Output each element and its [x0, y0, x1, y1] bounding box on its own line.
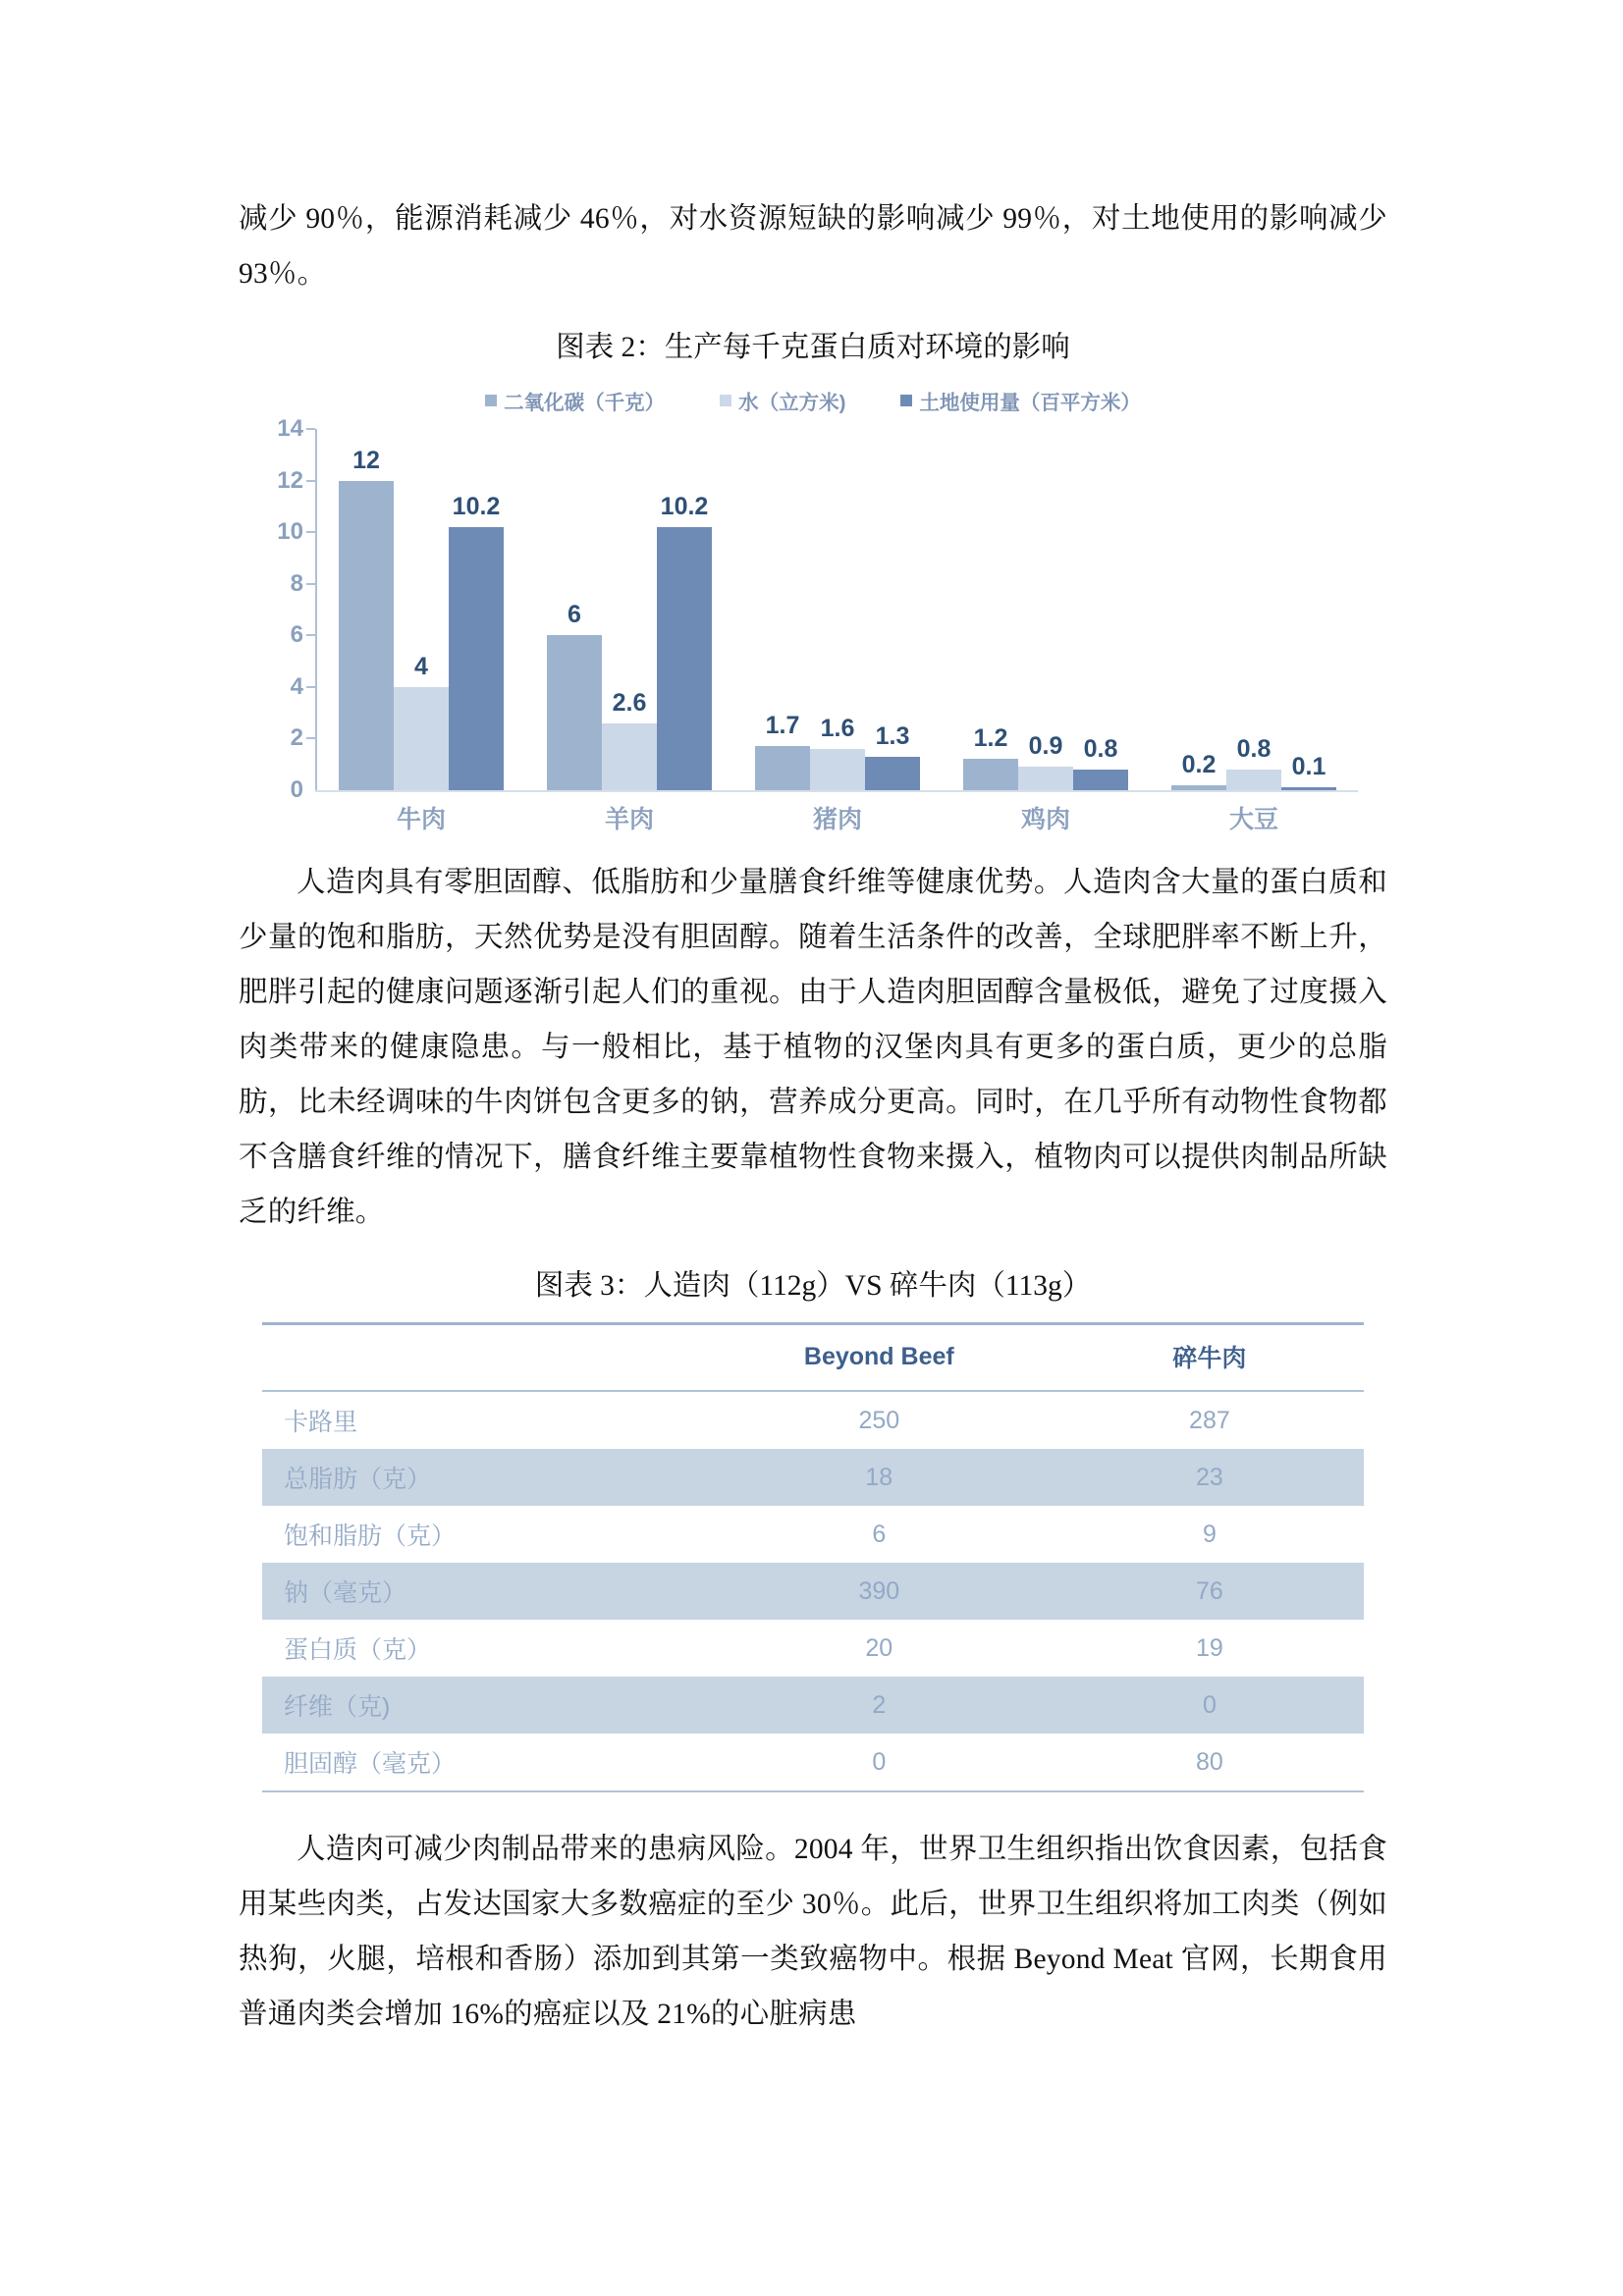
table-cell: 23 — [1196, 1463, 1223, 1491]
bar — [755, 746, 810, 790]
y-tick-label: 2 — [290, 724, 303, 752]
legend-swatch-water — [720, 395, 731, 406]
table-cell: 80 — [1196, 1747, 1223, 1776]
bar-value-label: 0.1 — [1291, 753, 1326, 781]
bar-value-label: 10.2 — [452, 492, 501, 520]
y-tick-mark — [306, 583, 315, 585]
legend-item-co2 — [485, 386, 665, 415]
y-tick-label: 10 — [277, 518, 303, 546]
y-tick-label: 12 — [277, 466, 303, 494]
bar — [339, 481, 394, 790]
figure3-caption: 图表 3：人造肉（112g）VS 碎牛肉（113g） — [534, 1270, 1092, 1302]
y-tick-mark — [306, 480, 315, 482]
nutrition-table — [262, 1325, 1364, 1790]
x-axis-line — [315, 790, 1358, 792]
bar-column — [865, 429, 920, 790]
table-col-header-blank — [262, 1325, 703, 1390]
y-axis-labels — [258, 415, 311, 803]
y-tick-mark — [306, 531, 315, 533]
table-col-header-ground-beef: 碎牛肉 — [1172, 1345, 1247, 1372]
category-label: 大豆 — [1228, 806, 1279, 833]
table-row-label: 胆固醇（毫克） — [284, 1750, 457, 1778]
legend-item-water — [720, 386, 845, 415]
y-tick-label: 6 — [290, 621, 303, 649]
table-cell: 76 — [1196, 1576, 1223, 1605]
bar — [394, 687, 449, 790]
bar-group — [1171, 429, 1336, 790]
bar — [1073, 770, 1128, 790]
bar-value-label: 2.6 — [612, 688, 647, 717]
bar — [1171, 785, 1226, 790]
legend-item-land — [900, 386, 1141, 415]
table-cell: 18 — [865, 1463, 893, 1491]
chart-plot-area — [258, 415, 1358, 833]
bar-group — [755, 429, 920, 790]
table-row-label: 总脂肪（克） — [284, 1466, 432, 1493]
bar — [865, 757, 920, 790]
table-cell: 6 — [872, 1520, 887, 1548]
table-row — [262, 1677, 1364, 1734]
table-header-row — [262, 1325, 1364, 1392]
table-bottom-rule — [262, 1790, 1364, 1792]
y-tick-mark — [306, 634, 315, 636]
bar-value-label: 0.9 — [1028, 732, 1063, 761]
bar-value-label: 6 — [568, 601, 581, 629]
figure3-table — [262, 1322, 1364, 1792]
bars-container — [317, 429, 1358, 790]
y-tick-mark — [306, 737, 315, 739]
bar — [1281, 787, 1336, 790]
paragraph-3: 人造肉可减少肉制品带来的患病风险。2004 年，世界卫生组织指出饮食因素，包括食用某些肉类，占发达国家大多数癌症的至少 30％。此后，世界卫生组织将加工肉类（例如热狗，火腿，培根和香肠）添加到其第一类致癌物中。根据 Beyond Meat 官网，长期食用普通肉类会增加 16%的癌症以及 21%的心脏病患 — [239, 1834, 1387, 2030]
bar-group — [547, 429, 712, 790]
chart-legend — [239, 386, 1387, 415]
bar-value-label: 4 — [414, 652, 428, 680]
bar — [1018, 767, 1073, 790]
bar-value-label: 1.6 — [820, 714, 855, 742]
bar — [810, 749, 865, 790]
table-cell: 2 — [872, 1690, 887, 1719]
bar-value-label: 1.3 — [875, 721, 910, 750]
bar-value-label: 10.2 — [660, 492, 709, 520]
bar-column — [449, 429, 504, 790]
table-cell: 0 — [1202, 1690, 1217, 1719]
bar-column — [810, 429, 865, 790]
bar — [602, 723, 657, 790]
table-row — [262, 1506, 1364, 1563]
table-cell: 9 — [1202, 1520, 1217, 1548]
table-row-label: 纤维（克) — [284, 1693, 391, 1721]
bar — [1226, 770, 1281, 790]
bar-column — [1073, 429, 1128, 790]
bar-group — [963, 429, 1128, 790]
figure2-chart — [239, 386, 1387, 833]
y-tick-mark — [306, 428, 315, 430]
bar-group — [339, 429, 504, 790]
bar-column — [547, 429, 602, 790]
category-label: 猪肉 — [812, 806, 863, 833]
table-row-label: 卡路里 — [284, 1409, 358, 1436]
bar — [547, 635, 602, 790]
bar-column — [394, 429, 449, 790]
category-label: 鸡肉 — [1020, 806, 1071, 833]
category-label: 牛肉 — [396, 806, 447, 833]
legend-swatch-land — [900, 395, 912, 406]
bar-value-label: 12 — [352, 446, 380, 474]
legend-label-land: 土地使用量（百平方米） — [919, 392, 1141, 414]
x-axis-category-labels — [317, 800, 1358, 845]
table-row — [262, 1563, 1364, 1620]
bar-column — [1281, 429, 1336, 790]
bar — [963, 759, 1018, 790]
bar-column — [1226, 429, 1281, 790]
bar-value-label: 0.8 — [1236, 734, 1271, 763]
table-cell: 19 — [1196, 1633, 1223, 1662]
bar-column — [755, 429, 810, 790]
bar-column — [963, 429, 1018, 790]
figure2-caption: 图表 2：生产每千克蛋白质对环境的影响 — [556, 332, 1070, 363]
table-row — [262, 1734, 1364, 1790]
bar-value-label: 1.7 — [765, 712, 800, 740]
bar-value-label: 1.2 — [973, 724, 1008, 753]
table-row-label: 钠（毫克） — [284, 1579, 407, 1607]
table-cell: 20 — [865, 1633, 893, 1662]
table-col-header-beyond-beef: Beyond Beef — [803, 1342, 954, 1370]
table-row — [262, 1620, 1364, 1677]
table-row — [262, 1392, 1364, 1449]
page-content — [239, 191, 1387, 2042]
bar-value-label: 0.2 — [1181, 750, 1217, 778]
table-row-label: 饱和脂肪（克） — [284, 1522, 457, 1550]
table-cell: 0 — [872, 1747, 887, 1776]
table-row-label: 蛋白质（克） — [284, 1636, 432, 1664]
legend-label-water: 水（立方米) — [738, 392, 846, 414]
y-tick-label: 0 — [290, 776, 303, 803]
bar-column — [657, 429, 712, 790]
y-tick-mark — [306, 686, 315, 688]
table-cell: 287 — [1189, 1406, 1230, 1434]
legend-swatch-co2 — [485, 395, 497, 406]
category-label: 羊肉 — [604, 806, 655, 833]
bar-column — [339, 429, 394, 790]
y-tick-label: 4 — [290, 672, 303, 700]
y-tick-label: 14 — [277, 415, 303, 442]
bar-column — [602, 429, 657, 790]
bar-value-label: 0.8 — [1083, 734, 1118, 763]
legend-label-co2: 二氧化碳（千克） — [504, 392, 666, 414]
y-tick-label: 8 — [290, 569, 303, 597]
table-cell: 390 — [858, 1576, 900, 1605]
bar — [449, 527, 504, 790]
paragraph-1: 减少 90％，能源消耗减少 46％，对水资源短缺的影响减少 99％，对土地使用的影响减少 93％。 — [239, 203, 1387, 290]
bar-column — [1018, 429, 1073, 790]
table-cell: 250 — [858, 1406, 900, 1434]
bar — [657, 527, 712, 790]
paragraph-2: 人造肉具有零胆固醇、低脂肪和少量膳食纤维等健康优势。人造肉含大量的蛋白质和少量的饱和脂肪，天然优势是没有胆固醇。随着生活条件的改善，全球肥胖率不断上升，肥胖引起的健康问题逐渐引起人们的重视。由于人造肉胆固醇含量极低，避免了过度摄入肉类带来的健康隐患。与一般相比，基于植物的汉堡肉具有更多的蛋白质，更少的总脂肪，比未经调味的牛肉饼包含更多的钠，营养成分更高。同时，在几乎所有动物性食物都不含膳食纤维的情况下，膳食纤维主要靠植物性食物来摄入，植物肉可以提供肉制品所缺乏的纤维。 — [239, 867, 1387, 1228]
table-row — [262, 1449, 1364, 1506]
bar-column — [1171, 429, 1226, 790]
table-body — [262, 1392, 1364, 1790]
